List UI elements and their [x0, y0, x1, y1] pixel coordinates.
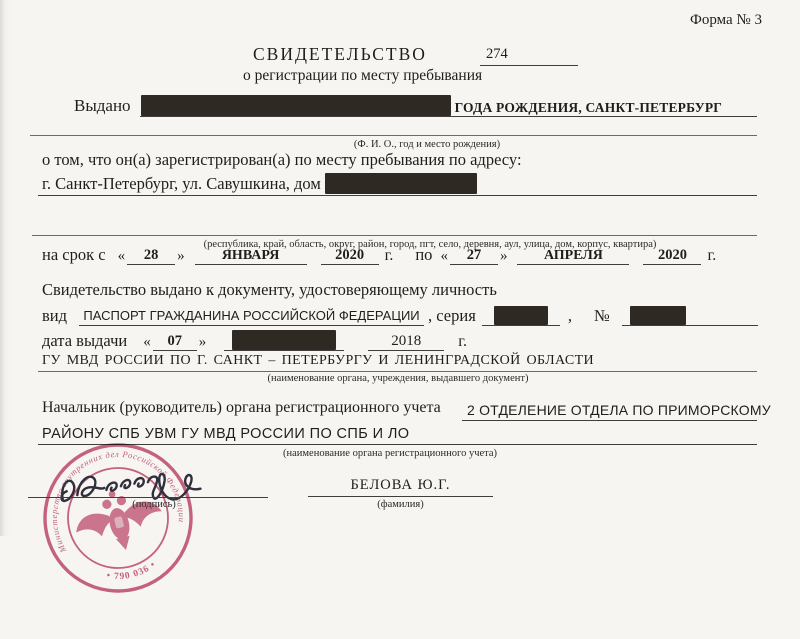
quote-close-1: » [177, 248, 185, 264]
period-prefix: на срок с [42, 245, 106, 264]
name-caption: (фамилия) [377, 499, 424, 510]
period-to-year: 2020 [643, 247, 701, 265]
document-intro: Свидетельство выдано к документу, удостоверяющему личность [42, 280, 497, 299]
period-row [42, 243, 716, 265]
issue-day: 07 [153, 333, 197, 351]
issued-row [74, 94, 722, 116]
issue-year: 2018 [368, 333, 444, 351]
certificate-subtitle: о регистрации по месту пребывания [243, 67, 483, 84]
quote-open-3: « [143, 334, 151, 350]
document-type-row [42, 303, 758, 326]
issued-label: Выдано [74, 96, 131, 115]
address-caption: (республика, край, область, округ, район, город, пгт, село, деревня, аул, улица, дом, корпус, квартира) [203, 239, 657, 250]
issuer-name: ГУ МВД РОССИИ ПО Г. САНКТ – ПЕТЕРБУРГУ И ЛЕНИНГРАДСКОЙ ОБЛАСТИ [42, 353, 595, 368]
quote-close-3: » [198, 334, 207, 350]
series-label: , серия [428, 306, 476, 325]
certificate-number: 274 [480, 45, 578, 66]
period-to-month: АПРЕЛЯ [517, 248, 629, 265]
statement-text: о том, что он(а) зарегистрирован(а) по месту пребывания по адресу: [42, 150, 522, 169]
number-sign: № [593, 306, 610, 325]
number-redaction-box [630, 306, 686, 325]
address-redaction-box [325, 173, 477, 194]
issue-date-label: дата выдачи [42, 331, 128, 350]
period-from-year: 2020 [321, 247, 379, 265]
issue-month-field [224, 330, 344, 351]
series-field [482, 306, 560, 326]
quote-close-2: » [499, 248, 508, 264]
address-underline [38, 195, 757, 196]
birth-info-text: ГОДА РОЖДЕНИЯ, САНКТ-ПЕТЕРБУРГ [454, 100, 723, 115]
signature-line [28, 497, 268, 498]
series-comma: , [567, 306, 572, 325]
document-type-label: вид [42, 306, 68, 325]
year-abbr-2: г. [707, 247, 717, 264]
period-from-month: ЯНВАРЯ [195, 248, 307, 265]
name-redaction-box [141, 95, 451, 116]
signature-caption: (подпись) [132, 499, 176, 510]
stamp-number: • 790 036 • [105, 559, 159, 583]
issuer-caption: (наименование органа, учреждения, выдавшего документ) [267, 373, 529, 384]
authority-value-line2: РАЙОНУ СПБ УВМ ГУ МВД РОССИИ ПО СПБ И ЛО [42, 426, 410, 442]
issued-underline [140, 116, 757, 117]
series-redaction-box [494, 306, 548, 325]
issue-month-redaction-box [232, 330, 336, 350]
authority-value-line1: 2 ОТДЕЛЕНИЕ ОТДЕЛА ПО ПРИМОРСКОМУ [467, 402, 771, 418]
period-to-day: 27 [450, 247, 498, 265]
authority-caption: (наименование органа регистрационного учета) [283, 448, 498, 459]
authority-underline-1 [462, 420, 757, 421]
authority-label: Начальник (руководитель) органа регистрационного учета [42, 399, 441, 416]
address-rule [32, 235, 757, 236]
quote-open-1: « [117, 248, 126, 264]
document-type-value: ПАСПОРТ ГРАЖДАНИНА РОССИЙСКОЙ ФЕДЕРАЦИИ [79, 308, 424, 326]
address-text: г. Санкт-Петербург, ул. Савушкина, дом [42, 174, 321, 193]
number-field [622, 306, 758, 326]
period-from-day: 28 [127, 247, 175, 265]
stamp-ring-text: Министерство внутренних дел Российской Федерации [48, 448, 188, 555]
official-name: БЕЛОВА Ю.Г. [350, 477, 451, 493]
quote-open-2: « [440, 248, 448, 264]
year-abbr-1: г. [384, 247, 394, 264]
issue-date-row [42, 328, 467, 351]
period-to-word: по [415, 245, 433, 264]
certificate-title: СВИДЕТЕЛЬСТВО [253, 44, 427, 64]
fio-rule [30, 135, 757, 136]
issuer-rule [38, 371, 757, 372]
name-line [308, 496, 493, 497]
fio-caption: (Ф. И. О., год и место рождения) [353, 139, 501, 150]
form-number-label: Форма № 3 [690, 12, 762, 28]
year-abbr-3: г. [458, 333, 467, 350]
address-row [42, 171, 477, 194]
